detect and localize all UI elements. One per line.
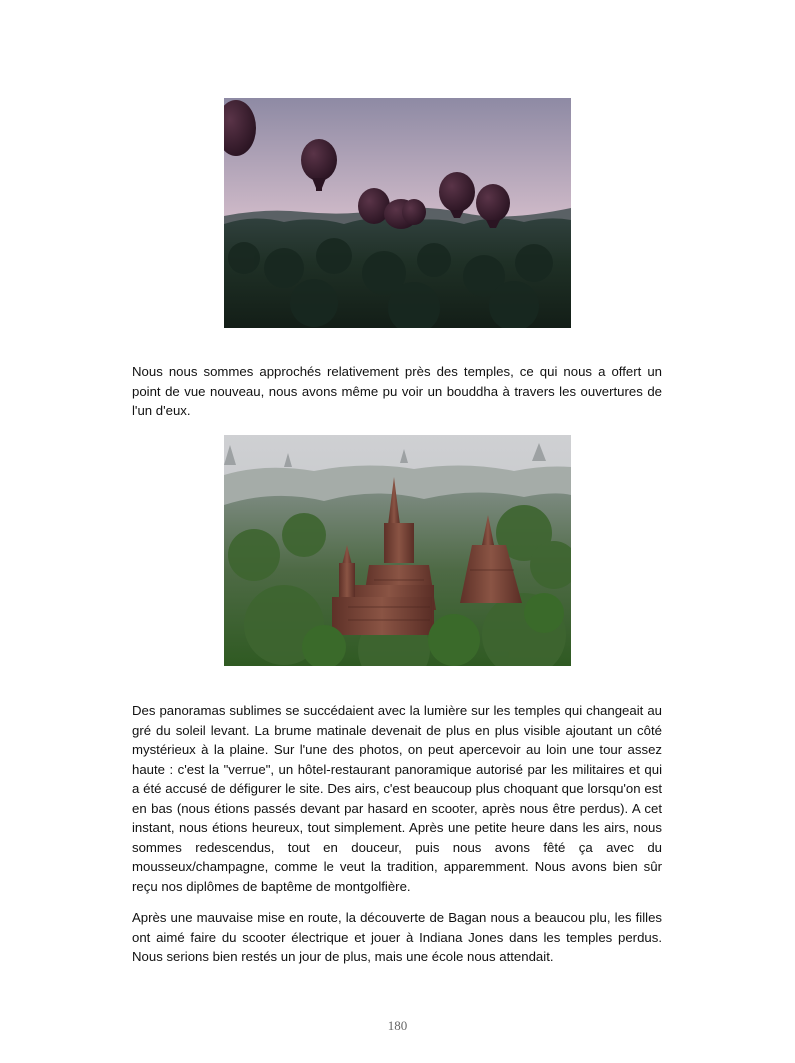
hot-air-balloons-photo bbox=[224, 98, 571, 328]
bagan-temple-photo bbox=[224, 435, 571, 666]
paragraph-bagan-conclusion: Après une mauvaise mise en route, la découverte de Bagan nous a beaucou plu, les filles ont aimé faire du scooter électrique et jouer à Indiana Jones dans les temples perdus. Nous serions bien restés un jour de plus, mais une école nous attendait. bbox=[132, 910, 662, 964]
page-number: 180 bbox=[387, 1018, 408, 1033]
paragraph-panoramas: Des panoramas sublimes se succédaient avec la lumière sur les temples qui changeait au gré du soleil levant. La brume matinale devenait de plus en plus visible ajoutant un côté mystérieux à la plaine. Sur l'une des photos, on peut apercevoir au loin une tour assez haute : c'est la "verrue", un hôtel-restaurant panoramique autorisé par les militaires et qui a été accusé de défigurer le site. Des airs, c'est beaucoup plus choquant que lorsqu'on est en bas (nous étions passés devant par hasard en scooter, après nous être perdus). A cet instant, nous étions heureux, tout simplement. Après une petite heure dans les airs, nous sommes redescendus, tout en douceur, puis nous avons fêté ça avec du mousseux/champagne, comme le veut la tradition, apparemment. Nous avons bien sûr reçu nos diplômes de baptême de montgolfière. bbox=[132, 703, 662, 894]
paragraph-temples-approach: Nous nous sommes approchés relativement près des temples, ce qui nous a offert un point de vue nouveau, nous avons même pu voir un bouddha à travers les ouvertures de l'un d'eux. bbox=[132, 364, 662, 418]
